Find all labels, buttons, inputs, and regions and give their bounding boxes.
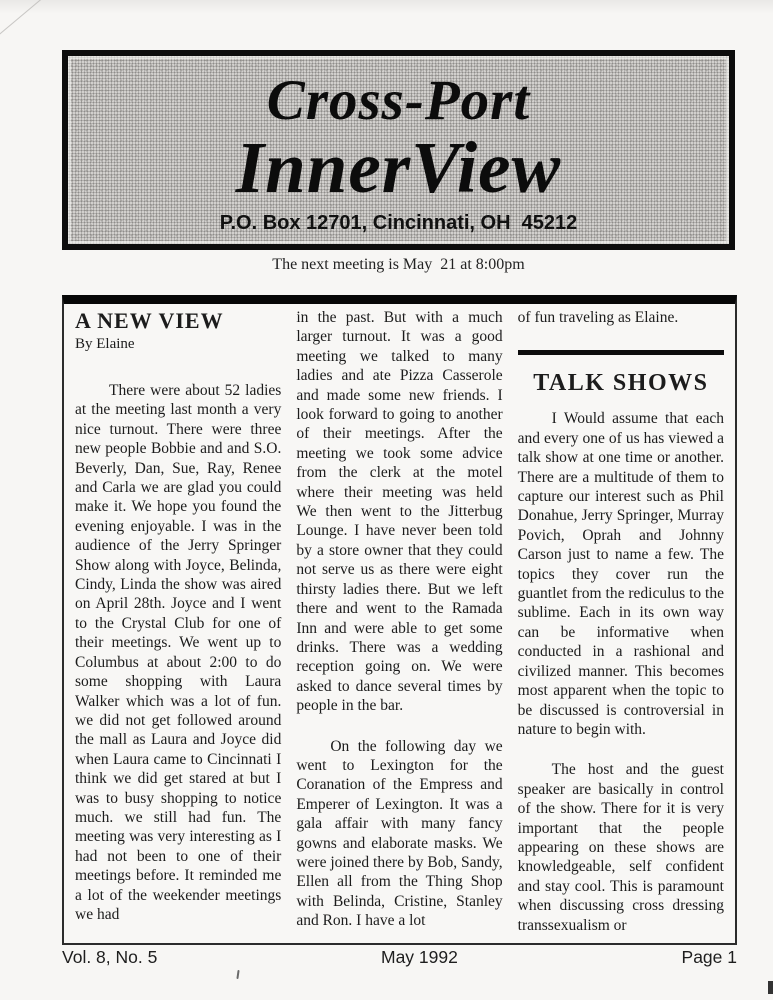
footer xyxy=(62,947,737,968)
scan-edge-artifact xyxy=(768,981,773,994)
newsletter-title-line1: Cross-Port xyxy=(266,69,531,132)
column-1 xyxy=(75,308,281,943)
article-paragraph: On the following day we went to Lexington for the Coranation of the Empress and Emperer of Lexington. It was a gala affair with many fancy gowns and elaborate masks. We were joined there by Bob, Sandy, Ellen all from the Thing Shop with Belinda, Cristine, Stanley and Ron. I have a lot xyxy=(296,737,503,930)
column-2 xyxy=(296,308,502,943)
article-paragraph: I Would assume that each and every one of us has viewed a talk show at one time or another. There are a multitude of them to capture our interest such as Phil Donahue, Jerry Springer, Murray Povich, Oprah and Johnny Carson just to name a few. The topics they cover run the guantlet from the rediculus to the sublime. Each in its own way can be informative when conducted in a rashional and civilized manner. This becomes most apparent when the topic to be discussed is controversial in nature to begin with. xyxy=(517,410,724,738)
newsletter-title-line2: InnerView xyxy=(235,127,562,208)
article-paragraph: The host and the guest speaker are basically in control of the show. There for it is very important that the people appearing on these shows are knowledgeable, self confident and stay cool. This is paramount when discussing cross dressing transsexualism or xyxy=(517,761,724,934)
article-title-new-view: A NEW VIEW xyxy=(75,308,224,333)
articles-section xyxy=(62,295,737,945)
column-3 xyxy=(518,308,724,943)
footer-volume: Vol. 8, No. 5 xyxy=(62,947,158,967)
section-divider xyxy=(518,350,724,355)
footer-page: Page 1 xyxy=(681,947,737,967)
scan-crease-artifact xyxy=(0,0,47,35)
meeting-notice: The next meeting is May 21 at 8:00pm xyxy=(272,256,525,273)
article-paragraph: There were about 52 ladies at the meeting last month a very nice turnout. There were three new people Bobbie and and S.O. Beverly, Dan, Sue, Ray, Renee and Carla we are glad you could make it. We hope you found the evening enjoyable. I was in the audience of the Jerry Springer Show along with Joyce, Belinda, Cindy, Linda the show was aired on April 28th. Joyce and I went to the Crystal Club for one of their meetings. We went up to Columbus at about 2:00 to do some shopping with Laura Walker which was a lot of fun. we did not get followed around the mall as Laura and Joyce did when Laura came to Cincinnati I think we did get stared at but I was to busy shopping to notice much. we still had fun. The meeting was very interesting as I had not been to one of their meetings before. It reminded me a lot of the weekender meetings we had xyxy=(75,382,282,923)
masthead xyxy=(62,50,735,250)
article-byline: By Elaine xyxy=(75,336,135,352)
footer-date: May 1992 xyxy=(381,947,458,967)
article-paragraph: of fun traveling as Elaine. xyxy=(517,309,679,326)
article-title-talk-shows: TALK SHOWS xyxy=(533,370,709,397)
masthead-address: P.O. Box 12701, Cincinnati, OH 45212 xyxy=(219,212,578,234)
article-paragraph: in the past. But with a much larger turnout. It was a good meeting we talked to many ladies and ate Pizza Casserole and made some new friends. I look forward to going to another of their meetings. After the meeting we took some advice from the clerk at the motel where their meeting was held We then went to the Jitterbug Lounge. I have never been told by a store owner that they could not serve us as there were eight thirsty ladies there. But we left there and went to the Ramada Inn and were able to get some drinks. There was a wedding reception going on. We were asked to dance several times by people in the bar. xyxy=(296,309,503,715)
scan-speck-artifact xyxy=(236,970,239,979)
